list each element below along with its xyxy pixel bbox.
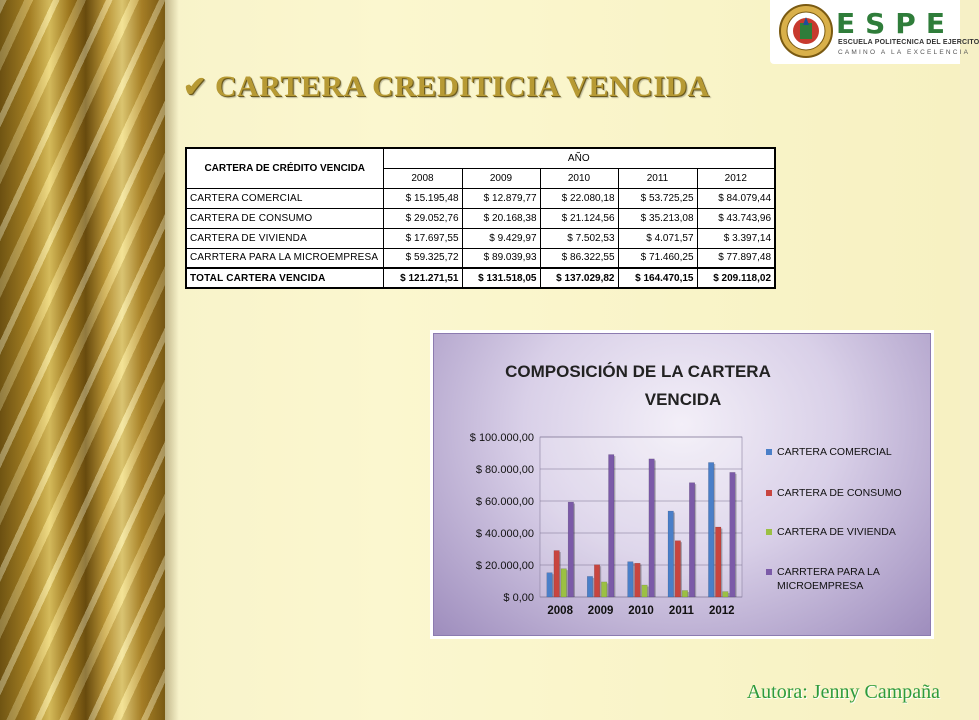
row-label: CARTERA DE VIVIENDA	[186, 228, 383, 248]
bar	[635, 563, 641, 597]
legend-label: CARRTERA PARA LA	[777, 566, 880, 578]
y-tick-label: $ 60.000,00	[475, 496, 534, 508]
logo-wordmark: ESPE	[836, 7, 955, 40]
bar-shadow	[574, 504, 575, 597]
table-cell: $ 4.071,57	[618, 228, 697, 248]
bar-shadow	[688, 592, 689, 597]
bar-shadow	[735, 474, 736, 597]
bar-chart	[434, 334, 932, 637]
chart-title-line: COMPOSICIÓN DE LA CARTERA	[505, 362, 771, 381]
table-cell: $ 77.897,48	[697, 248, 775, 268]
total-cell: $ 164.470,15	[618, 268, 697, 288]
bar-shadow	[695, 484, 696, 597]
bar-shadow	[559, 552, 560, 597]
bar-shadow	[567, 570, 568, 597]
table-cell: $ 21.124,56	[540, 208, 618, 228]
year-header: 2012	[697, 168, 775, 188]
bar-shadow	[600, 566, 601, 597]
logo-subtitle: ESCUELA POLITECNICA DEL EJERCITO	[838, 39, 979, 46]
table-cell: $ 15.195,48	[383, 188, 462, 208]
logo-motto: CAMINO A LA EXCELENCIA	[838, 49, 971, 56]
table-cell: $ 9.429,97	[462, 228, 540, 248]
legend-swatch	[766, 490, 772, 496]
table-corner-header: CARTERA DE CRÉDITO VENCIDA	[186, 148, 383, 188]
chart-title-line: VENCIDA	[644, 390, 722, 409]
bar-shadow	[607, 583, 608, 597]
bar	[708, 462, 714, 597]
bar	[628, 562, 634, 597]
year-header: 2009	[462, 168, 540, 188]
x-tick-label: 2011	[668, 605, 694, 617]
x-tick-label: 2008	[547, 605, 573, 617]
year-header: 2011	[618, 168, 697, 188]
table-cell: $ 7.502,53	[540, 228, 618, 248]
bar	[561, 569, 567, 597]
table-cell: $ 29.052,76	[383, 208, 462, 228]
bar	[642, 585, 648, 597]
table-cell: $ 86.322,55	[540, 248, 618, 268]
overdue-portfolio-table	[185, 147, 776, 289]
bar	[601, 582, 607, 597]
bar-shadow	[640, 565, 641, 597]
total-cell: $ 209.118,02	[697, 268, 775, 288]
slide-title	[183, 70, 710, 104]
y-tick-label: $ 20.000,00	[475, 560, 534, 572]
bar	[682, 590, 688, 597]
year-header: 2010	[540, 168, 618, 188]
bar	[716, 527, 722, 597]
espe-seal-icon	[778, 3, 834, 59]
table-row	[186, 248, 775, 268]
total-cell: $ 137.029,82	[540, 268, 618, 288]
total-cell: $ 121.271,51	[383, 268, 462, 288]
table-header-row	[186, 148, 775, 168]
table-cell: $ 89.039,93	[462, 248, 540, 268]
bar-shadow	[654, 460, 655, 597]
row-label: CARTERA COMERCIAL	[186, 188, 383, 208]
table-cell: $ 35.213,08	[618, 208, 697, 228]
bar-shadow	[593, 578, 594, 597]
chart-container	[430, 330, 934, 639]
table-cell: $ 59.325,72	[383, 248, 462, 268]
slide-title-text: CARTERA CREDITICIA VENCIDA	[214, 70, 710, 103]
bar	[609, 455, 615, 597]
row-label: CARRTERA PARA LA MICROEMPRESA	[186, 248, 383, 268]
legend-swatch	[766, 529, 772, 535]
checkmark-icon: ✔	[183, 72, 207, 103]
bar-shadow	[721, 529, 722, 597]
side-band-shadow	[165, 0, 179, 720]
bar-shadow	[633, 563, 634, 597]
bar-shadow	[681, 542, 682, 597]
y-tick-label: $ 80.000,00	[475, 464, 534, 476]
row-label: CARTERA DE CONSUMO	[186, 208, 383, 228]
table-cell: $ 12.879,77	[462, 188, 540, 208]
table-row	[186, 188, 775, 208]
espe-logo	[770, 0, 979, 64]
bar	[594, 565, 600, 597]
legend-swatch	[766, 449, 772, 455]
bar	[675, 541, 681, 597]
legend-label: CARTERA DE CONSUMO	[777, 487, 902, 499]
table-cell: $ 3.397,14	[697, 228, 775, 248]
y-tick-label: $ 0,00	[503, 592, 534, 604]
decorative-side-band	[0, 0, 165, 720]
table-row	[186, 208, 775, 228]
bar	[668, 511, 674, 597]
bar	[723, 592, 729, 597]
bar-shadow	[647, 586, 648, 597]
bar	[649, 459, 655, 597]
bar-shadow	[674, 513, 675, 597]
year-group-header: AÑO	[383, 148, 775, 168]
bar	[568, 502, 574, 597]
y-tick-label: $ 100.000,00	[469, 432, 534, 444]
table-cell: $ 17.697,55	[383, 228, 462, 248]
total-label: TOTAL CARTERA VENCIDA	[186, 268, 383, 288]
table-cell: $ 43.743,96	[697, 208, 775, 228]
bar	[689, 483, 695, 597]
chart-panel	[433, 333, 931, 636]
bar	[554, 551, 560, 597]
x-tick-label: 2012	[709, 605, 735, 617]
legend-swatch	[766, 569, 772, 575]
table-cell: $ 22.080,18	[540, 188, 618, 208]
bar-shadow	[614, 456, 615, 597]
legend-label: CARTERA COMERCIAL	[777, 446, 892, 458]
bar	[587, 576, 593, 597]
legend-label: MICROEMPRESA	[777, 580, 864, 592]
table-total-row	[186, 268, 775, 288]
x-tick-label: 2010	[628, 605, 654, 617]
y-tick-label: $ 40.000,00	[475, 528, 534, 540]
x-tick-label: 2009	[587, 605, 614, 617]
bar-shadow	[714, 464, 715, 597]
table-cell: $ 20.168,38	[462, 208, 540, 228]
bar-shadow	[728, 593, 729, 597]
total-cell: $ 131.518,05	[462, 268, 540, 288]
bar-shadow	[552, 574, 553, 597]
table-cell: $ 71.460,25	[618, 248, 697, 268]
author-credit: Autora: Jenny Campaña	[746, 681, 940, 703]
table-cell: $ 53.725,25	[618, 188, 697, 208]
table-cell: $ 84.079,44	[697, 188, 775, 208]
bar	[547, 573, 553, 597]
bar	[730, 472, 736, 597]
legend-label: CARTERA DE VIVIENDA	[777, 526, 896, 538]
table-row	[186, 228, 775, 248]
year-header: 2008	[383, 168, 462, 188]
